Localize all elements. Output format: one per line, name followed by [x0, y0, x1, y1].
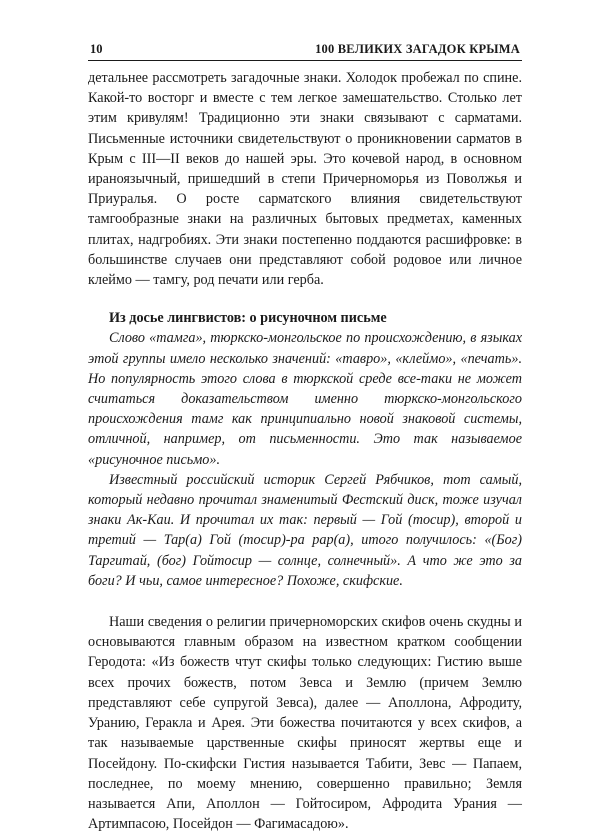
- linguist-dossier: [88, 328, 522, 591]
- paragraph-scythian-religion: Наши сведения о религии причерноморских скифов очень скудны и основываются главным образом на известном кратком сообщении Геродота: «Из божеств чтут скифы только следующих: Гистию выше всех прочих божеств, потом Зевса и Землю (причем Землю представляют себе супругой Зевса), далее — Аполлона, Афродиту, Уранию, Геракла и Арея. Эти божества почитаются у всех скифов, а так называемые царственные скифы приносят жертвы еще и Посейдону. По-скифски Гистия называется Табити, Зевс — Папаем, последнее, по моему мнению, совершенно правильно; Земля называется Апи, Аполлон — Гойтосиром, Афродита Урания — Артимпасою, Посейдон — Фагимасадою».: [88, 614, 522, 833]
- book-title: 100 ВЕЛИКИХ ЗАГАДОК КРЫМА: [315, 42, 520, 56]
- page-number: 10: [90, 42, 103, 56]
- linguist-dossier-title: Из досье лингвистов: о рисуночном письме: [109, 310, 387, 327]
- page-body: [88, 68, 522, 834]
- running-header: [88, 42, 522, 61]
- book-page: [88, 42, 522, 834]
- dossier-paragraph-tamga: Слово «тамга», тюркско-монгольское по происхождению, в языках этой группы имело несколько значений: «тавро», «клеймо», «печать». Но популярность этого слова в тюркской среде все-таки не может считаться доказательством именно тюркско-монгольского происхождения тамг как принципиально новой знаковой системы, отличной, например, от письменности. Это так называемое «рисуночное письмо».: [88, 330, 522, 468]
- paragraph-intro: детальнее рассмотреть загадочные знаки. Холодок пробежал по спине. Какой-то восторг и вместе с тем легкое замешательство. Столько лет этим кривулям! Традиционно эти знаки связывают с сарматами. Письменные источники свидетельствуют о проникновении сарматов в Крым с III—II веков до нашей эры. Это кочевой народ, в основном ираноязычный, пришедший в степи Причерноморья из Поволжья и Приуралья. О росте сарматского влияния свидетельствуют тамгообразные знаки на различных бытовых предметах, каменных плитах, надгробиях. Эти знаки постепенно поддаются расшифровке: в большинстве случаев они представляют собой родовое или личное клеймо — тамгу, род печати или герба.: [88, 70, 522, 289]
- dossier-paragraph-ryabchikov: Известный российский историк Сергей Рябчиков, тот самый, который недавно прочитал знаменитый Фестский диск, тоже изучал знаки Ак-Каи. И прочитал их так: первый — Гой (тосир), второй и третий — Тар(а) Гой (тосир)-ра рар(а), итого получилось: «(Бог) Таргитай, (бог) Гойтосир — солнце, солнечный». А что же это за боги? И чьи, самое интересное? Похоже, скифские.: [88, 471, 522, 589]
- spacer: [88, 591, 522, 612]
